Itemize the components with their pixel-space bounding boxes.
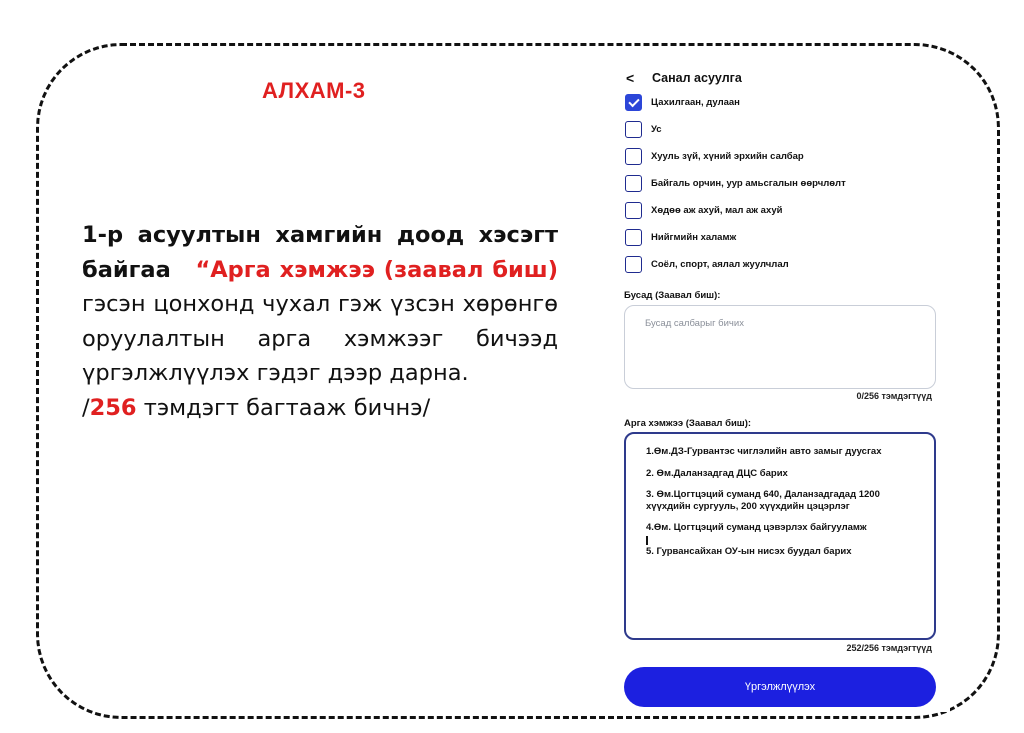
option-agriculture[interactable] <box>625 202 782 219</box>
checkbox-icon[interactable] <box>625 148 642 165</box>
option-social-welfare[interactable] <box>625 229 736 246</box>
option-label: Хууль зүй, хүний эрхийн салбар <box>651 151 804 162</box>
other-label: Бусад (Заавал биш): <box>624 290 721 301</box>
instructions-slash: / <box>82 394 90 421</box>
checkbox-icon[interactable] <box>625 175 642 192</box>
other-counter: 0/256 тэмдэгтүүд <box>856 391 932 401</box>
option-electricity-heating[interactable] <box>625 94 740 111</box>
checkbox-icon[interactable] <box>625 121 642 138</box>
measure-item: 5. Гурвансайхан ОУ-ын нисэх буудал барих <box>646 545 852 557</box>
measure-item: 4.Өм. Цогтцэций суманд цэвэрлэх байгууламж <box>646 522 867 533</box>
other-textarea[interactable] <box>624 305 936 389</box>
option-label: Нийгмийн халамж <box>651 232 737 243</box>
instructions-limit-text: тэмдэгт багтааж бичнэ/ <box>143 394 431 421</box>
instructions-limit-number: 256 <box>89 394 137 421</box>
phone-title: Санал асуулга <box>652 71 742 85</box>
option-law-human-rights[interactable] <box>625 148 804 165</box>
instructions-bold: 1-р асуултын хамгийн доод хэсэгт байгаа <box>82 222 558 283</box>
measure-item: 1.Өм.ДЗ-Гурвантэс чиглэлийн авто замыг дуусгах <box>646 446 882 457</box>
phone-header <box>626 70 742 86</box>
chevron-left-icon[interactable]: < <box>626 70 635 86</box>
measures-textarea[interactable] <box>624 432 936 640</box>
option-culture-sport-tourism[interactable] <box>625 256 789 273</box>
instructions-text <box>82 218 558 425</box>
option-water[interactable] <box>625 121 662 138</box>
instructions-body: гэсэн цонхонд чухал гэж үзсэн хөрөнгө оруулалтын арга хэмжээг бичээд үргэлжлүүлэх гэдэг дээр дарна. <box>82 291 558 386</box>
checkbox-checked-icon[interactable] <box>625 94 642 111</box>
measures-label: Арга хэмжээ (Заавал биш): <box>624 418 752 429</box>
checkbox-icon[interactable] <box>625 202 642 219</box>
step-title: АЛХАМ-3 <box>262 78 366 103</box>
text-cursor <box>646 536 648 545</box>
measure-item: 2. Өм.Даланзадгад ДЦС барих <box>646 467 788 479</box>
option-label: Хөдөө аж ахуй, мал аж ахуй <box>651 205 783 216</box>
measure-item: 3. Өм.Цогтцэций суманд 640, Даланзадгадад 1200 хүүхдийн сургууль, 200 хүүхдийн цэцэрлэг <box>646 489 880 512</box>
phone-screenshot <box>614 62 950 712</box>
measures-counter: 252/256 тэмдэгтүүд <box>846 643 932 653</box>
option-label: Байгаль орчин, уур амьсгалын өөрчлөлт <box>651 178 846 189</box>
continue-button[interactable]: Үргэлжлүүлэх <box>624 667 936 707</box>
instructions-highlight: “Арга хэмжээ (заавал биш) <box>195 256 558 283</box>
checkbox-icon[interactable] <box>625 229 642 246</box>
other-placeholder: Бусад салбарыг бичих <box>645 318 744 329</box>
checkbox-icon[interactable] <box>625 256 642 273</box>
option-label: Ус <box>651 124 662 135</box>
option-label: Соёл, спорт, аялал жуулчлал <box>651 259 789 270</box>
option-label: Цахилгаан, дулаан <box>651 97 740 108</box>
measures-text <box>646 446 918 567</box>
option-environment-climate[interactable] <box>625 175 846 192</box>
